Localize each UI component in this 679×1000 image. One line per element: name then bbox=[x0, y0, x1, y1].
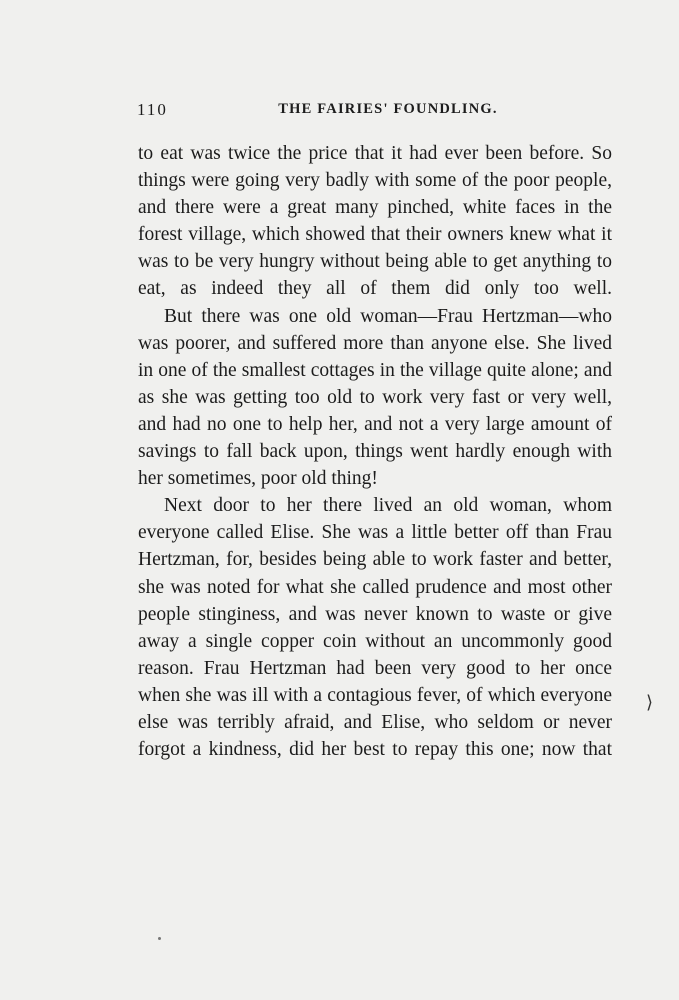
paragraph-3: Next door to her there lived an old woman, whom everyone called Elise. She was a little better off than Frau Hertzman, for, besides being able to work faster and better, she was noted for what she called prudence and most other people stinginess, and was never known to waste or give away a single copper coin without an uncommonly good reason. Frau Hertzman had been very good to her once when she was ill with a contagious fever, of which everyone else was terribly afraid, and Elise, who seldom or never forgot a kindness, did her best to repay this one; now that bbox=[138, 495, 612, 761]
page-number: 110 bbox=[137, 100, 168, 119]
paragraph-2: But there was one old woman—Frau Hertzman—who was poorer, and suffered more than anyone else. She lived in one of the smallest cottages in the village quite alone; and as she was getting too old to work very fast or very well, and had no one to help her, and not a very large amount of savings to fall back upon, things went hardly enough with her sometimes, poor old thing! bbox=[138, 305, 612, 490]
ink-speck bbox=[158, 937, 161, 940]
paragraph-1: to eat was twice the price that it had ever been before. So things were going very badly with some of the poor people, and there were a great many pinched, white faces in the forest village, which showed that their owners knew what it was to be very hungry without being able to get anything to eat, as indeed they all of them did only too well. bbox=[138, 143, 612, 300]
margin-mark: ⟩ bbox=[646, 692, 654, 712]
body-text bbox=[138, 140, 612, 763]
running-head bbox=[137, 100, 611, 126]
chapter-running-title: THE FAIRIES' FOUNDLING. bbox=[278, 101, 498, 117]
